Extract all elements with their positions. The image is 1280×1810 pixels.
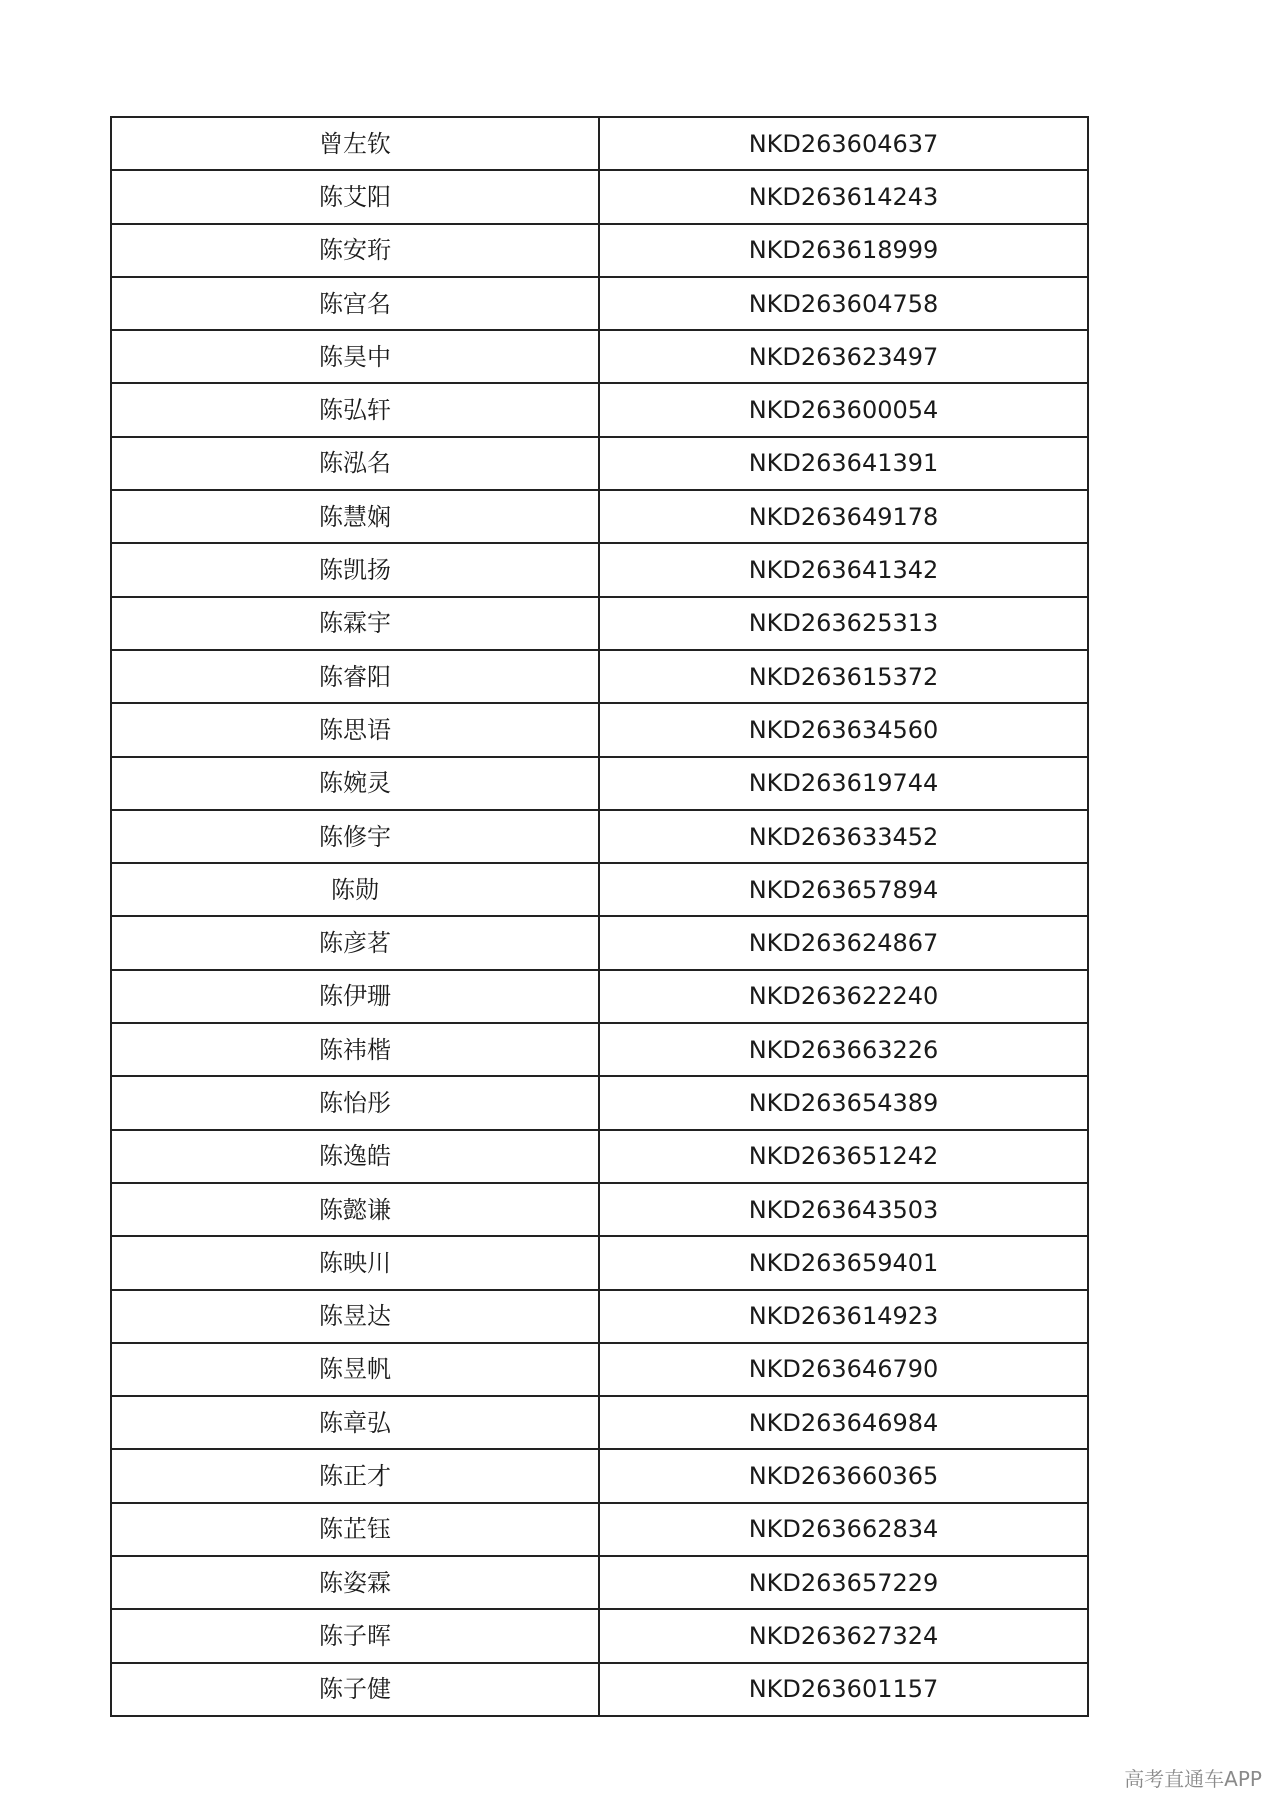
table-row: [111, 543, 1088, 596]
name-cell: 陈子健: [111, 1663, 599, 1716]
name-cell: 陈懿谦: [111, 1183, 599, 1236]
table-row: [111, 1130, 1088, 1183]
name-cell: 陈祎楷: [111, 1023, 599, 1076]
name-cell: 陈彦茗: [111, 916, 599, 969]
id-cell: NKD263649178: [599, 490, 1088, 543]
table-row: [111, 383, 1088, 436]
table-row: [111, 1023, 1088, 1076]
name-cell: 陈慧娴: [111, 490, 599, 543]
id-cell: NKD263643503: [599, 1183, 1088, 1236]
roster-table: [110, 116, 1089, 1717]
table-row: [111, 117, 1088, 170]
name-cell: 陈正才: [111, 1449, 599, 1502]
id-cell: NKD263604637: [599, 117, 1088, 170]
id-cell: NKD263614243: [599, 170, 1088, 223]
id-cell: NKD263618999: [599, 224, 1088, 277]
id-cell: NKD263623497: [599, 330, 1088, 383]
name-cell: 陈婉灵: [111, 757, 599, 810]
name-cell: 陈伊珊: [111, 970, 599, 1023]
table-row: [111, 277, 1088, 330]
name-cell: 陈怡彤: [111, 1076, 599, 1129]
name-cell: 陈章弘: [111, 1396, 599, 1449]
table-row: [111, 1290, 1088, 1343]
id-cell: NKD263633452: [599, 810, 1088, 863]
id-cell: NKD263646790: [599, 1343, 1088, 1396]
id-cell: NKD263641342: [599, 543, 1088, 596]
name-cell: 陈霖宇: [111, 597, 599, 650]
id-cell: NKD263614923: [599, 1290, 1088, 1343]
id-cell: NKD263624867: [599, 916, 1088, 969]
table-row: [111, 1183, 1088, 1236]
id-cell: NKD263657894: [599, 863, 1088, 916]
id-cell: NKD263601157: [599, 1663, 1088, 1716]
id-cell: NKD263662834: [599, 1503, 1088, 1556]
id-cell: NKD263619744: [599, 757, 1088, 810]
table-row: [111, 810, 1088, 863]
id-cell: NKD263615372: [599, 650, 1088, 703]
name-cell: 陈睿阳: [111, 650, 599, 703]
id-cell: NKD263646984: [599, 1396, 1088, 1449]
table-row: [111, 490, 1088, 543]
table-row: [111, 330, 1088, 383]
id-cell: NKD263657229: [599, 1556, 1088, 1609]
id-cell: NKD263641391: [599, 437, 1088, 490]
id-cell: NKD263622240: [599, 970, 1088, 1023]
name-cell: 陈思语: [111, 703, 599, 756]
name-cell: 陈逸皓: [111, 1130, 599, 1183]
name-cell: 陈修宇: [111, 810, 599, 863]
table-row: [111, 1396, 1088, 1449]
roster-body: [111, 117, 1088, 1716]
table-row: [111, 757, 1088, 810]
name-cell: 陈昊中: [111, 330, 599, 383]
watermark-text: 高考直通车APP: [1124, 1767, 1262, 1791]
id-cell: NKD263627324: [599, 1609, 1088, 1662]
name-cell: 陈芷钰: [111, 1503, 599, 1556]
table-row: [111, 650, 1088, 703]
name-cell: 陈映川: [111, 1236, 599, 1289]
id-cell: NKD263660365: [599, 1449, 1088, 1502]
table-row: [111, 1609, 1088, 1662]
table-row: [111, 1236, 1088, 1289]
table-row: [111, 863, 1088, 916]
table-row: [111, 1449, 1088, 1502]
id-cell: NKD263604758: [599, 277, 1088, 330]
name-cell: 陈宫名: [111, 277, 599, 330]
table-row: [111, 916, 1088, 969]
id-cell: NKD263625313: [599, 597, 1088, 650]
table-row: [111, 437, 1088, 490]
name-cell: 陈昱达: [111, 1290, 599, 1343]
name-cell: 曾左钦: [111, 117, 599, 170]
name-cell: 陈艾阳: [111, 170, 599, 223]
name-cell: 陈勋: [111, 863, 599, 916]
name-cell: 陈姿霖: [111, 1556, 599, 1609]
id-cell: NKD263654389: [599, 1076, 1088, 1129]
id-cell: NKD263659401: [599, 1236, 1088, 1289]
name-cell: 陈凯扬: [111, 543, 599, 596]
table-row: [111, 703, 1088, 756]
table-row: [111, 1503, 1088, 1556]
name-cell: 陈泓名: [111, 437, 599, 490]
table-row: [111, 597, 1088, 650]
name-cell: 陈昱帆: [111, 1343, 599, 1396]
id-cell: NKD263651242: [599, 1130, 1088, 1183]
table-row: [111, 970, 1088, 1023]
table-row: [111, 1343, 1088, 1396]
table-row: [111, 170, 1088, 223]
id-cell: NKD263634560: [599, 703, 1088, 756]
table-row: [111, 224, 1088, 277]
name-cell: 陈弘轩: [111, 383, 599, 436]
table-row: [111, 1556, 1088, 1609]
table-row: [111, 1663, 1088, 1716]
name-cell: 陈子晖: [111, 1609, 599, 1662]
id-cell: NKD263600054: [599, 383, 1088, 436]
id-cell: NKD263663226: [599, 1023, 1088, 1076]
table-row: [111, 1076, 1088, 1129]
name-cell: 陈安珩: [111, 224, 599, 277]
